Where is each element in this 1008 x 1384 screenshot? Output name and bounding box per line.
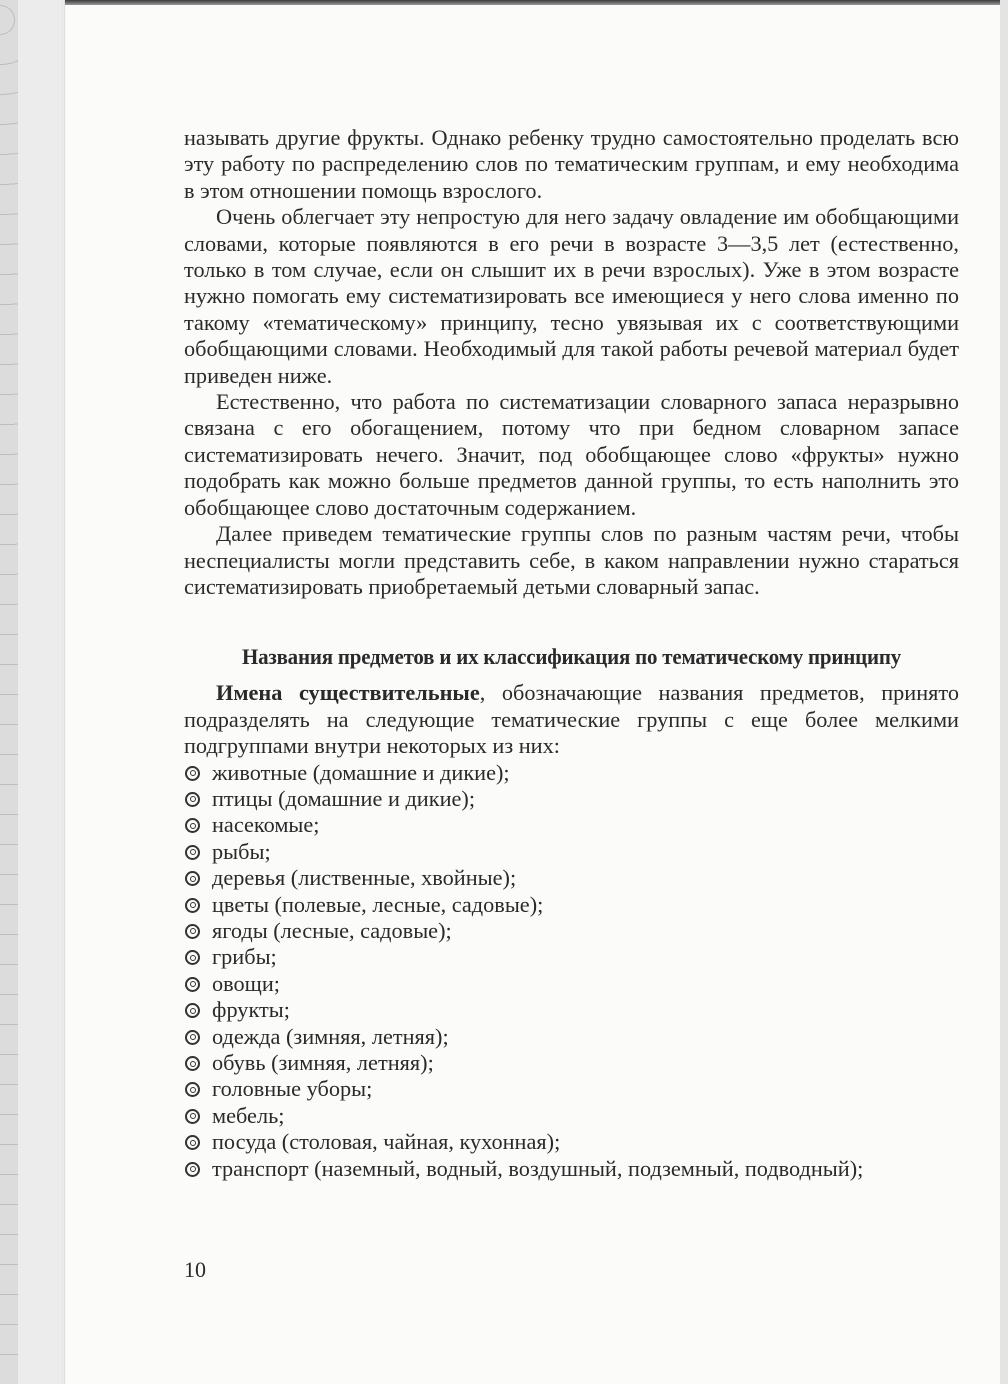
double-circle-bullet-icon [185,766,200,781]
double-circle-bullet-icon [185,1003,200,1018]
list-item: обувь (зимняя, летняя); [184,1050,959,1076]
right-page-edge [1000,0,1008,1384]
section-heading: Названия предметов и их классификация по тематическому принципу [241,644,902,670]
double-circle-bullet-icon [185,898,200,913]
paragraph-1: называть другие фрукты. Однако ребенку трудно самостоятельно проделать всю эту работу по распределению слов по тематическим группам, и ему необходима в этом отношении помощь взрослого. [184,125,959,203]
double-circle-bullet-icon [185,818,200,833]
paragraph-2: Очень облегчает эту непростую для него задачу овладение им обобщающими словами, которые появляются в его речи в возрасте 3—3,5 лет (естественно, только в том случае, если он слышит их в речи взрослых). Уже в этом возрасте нужно помогать ему систематизировать все имеющиеся у него слова именно по такому «тематическому» принципу, тесно увязывая их с соответствующими обобщающими словами. Необходимый для такой работы речевой материал будет приведен ниже. [184,204,959,388]
list-item: мебель; [184,1103,959,1129]
double-circle-bullet-icon [185,871,200,886]
list-item: фрукты; [184,997,959,1023]
list-item: насекомые; [184,812,959,838]
list-item: овощи; [184,971,959,997]
intro-bold-term: Имена существительные [216,680,480,706]
double-circle-bullet-icon [185,977,200,992]
book-binding [0,0,19,1384]
double-circle-bullet-icon [185,1082,200,1097]
intro-text: , обозначающие названия предметов, принято подразделять на следующие тематические группы с еще более мелкими подгруппами внутри некоторых из них: [184,680,959,759]
paragraph-3: Естественно, что работа по систематизации словарного запаса неразрывно связана с его обогащением, потому что при бедном словарном запасе систематизировать нечего. Значит, под обобщающее слово «фрукты» нужно подобрать как можно больше предметов данной группы, то есть наполнить это обобщающее слово достаточным содержанием. [184,389,959,520]
intro-paragraph [184,680,959,759]
list-item: грибы; [184,944,959,970]
double-circle-bullet-icon [185,1135,200,1150]
paragraph-4: Далее приведем тематические группы слов по разным частям речи, чтобы неспециалисты могли представить себе, в каком направлении нужно стараться систематизировать приобретаемый детьми словарный запас. [184,521,959,599]
double-circle-bullet-icon [185,845,200,860]
double-circle-bullet-icon [185,1056,200,1071]
page-edges [18,0,65,1384]
double-circle-bullet-icon [185,950,200,965]
list-item: птицы (домашние и дикие); [184,786,959,812]
list-item: транспорт (наземный, водный, воздушный, подземный, подводный); [184,1156,959,1182]
thematic-group-list [184,760,959,1183]
page-number: 10 [184,1257,206,1282]
list-item: ягоды (лесные, садовые); [184,918,959,944]
double-circle-bullet-icon [185,924,200,939]
list-item: посуда (столовая, чайная, кухонная); [184,1129,959,1155]
list-item: деревья (лиственные, хвойные); [184,865,959,891]
double-circle-bullet-icon [185,1109,200,1124]
list-item: цветы (полевые, лесные, садовые); [184,892,959,918]
list-item: одежда (зимняя, летняя); [184,1024,959,1050]
list-item: рыбы; [184,839,959,865]
double-circle-bullet-icon [185,1030,200,1045]
double-circle-bullet-icon [185,792,200,807]
list-item: головные уборы; [184,1076,959,1102]
page-body [184,125,959,1182]
list-item: животные (домашние и дикие); [184,760,959,786]
double-circle-bullet-icon [185,1162,200,1177]
